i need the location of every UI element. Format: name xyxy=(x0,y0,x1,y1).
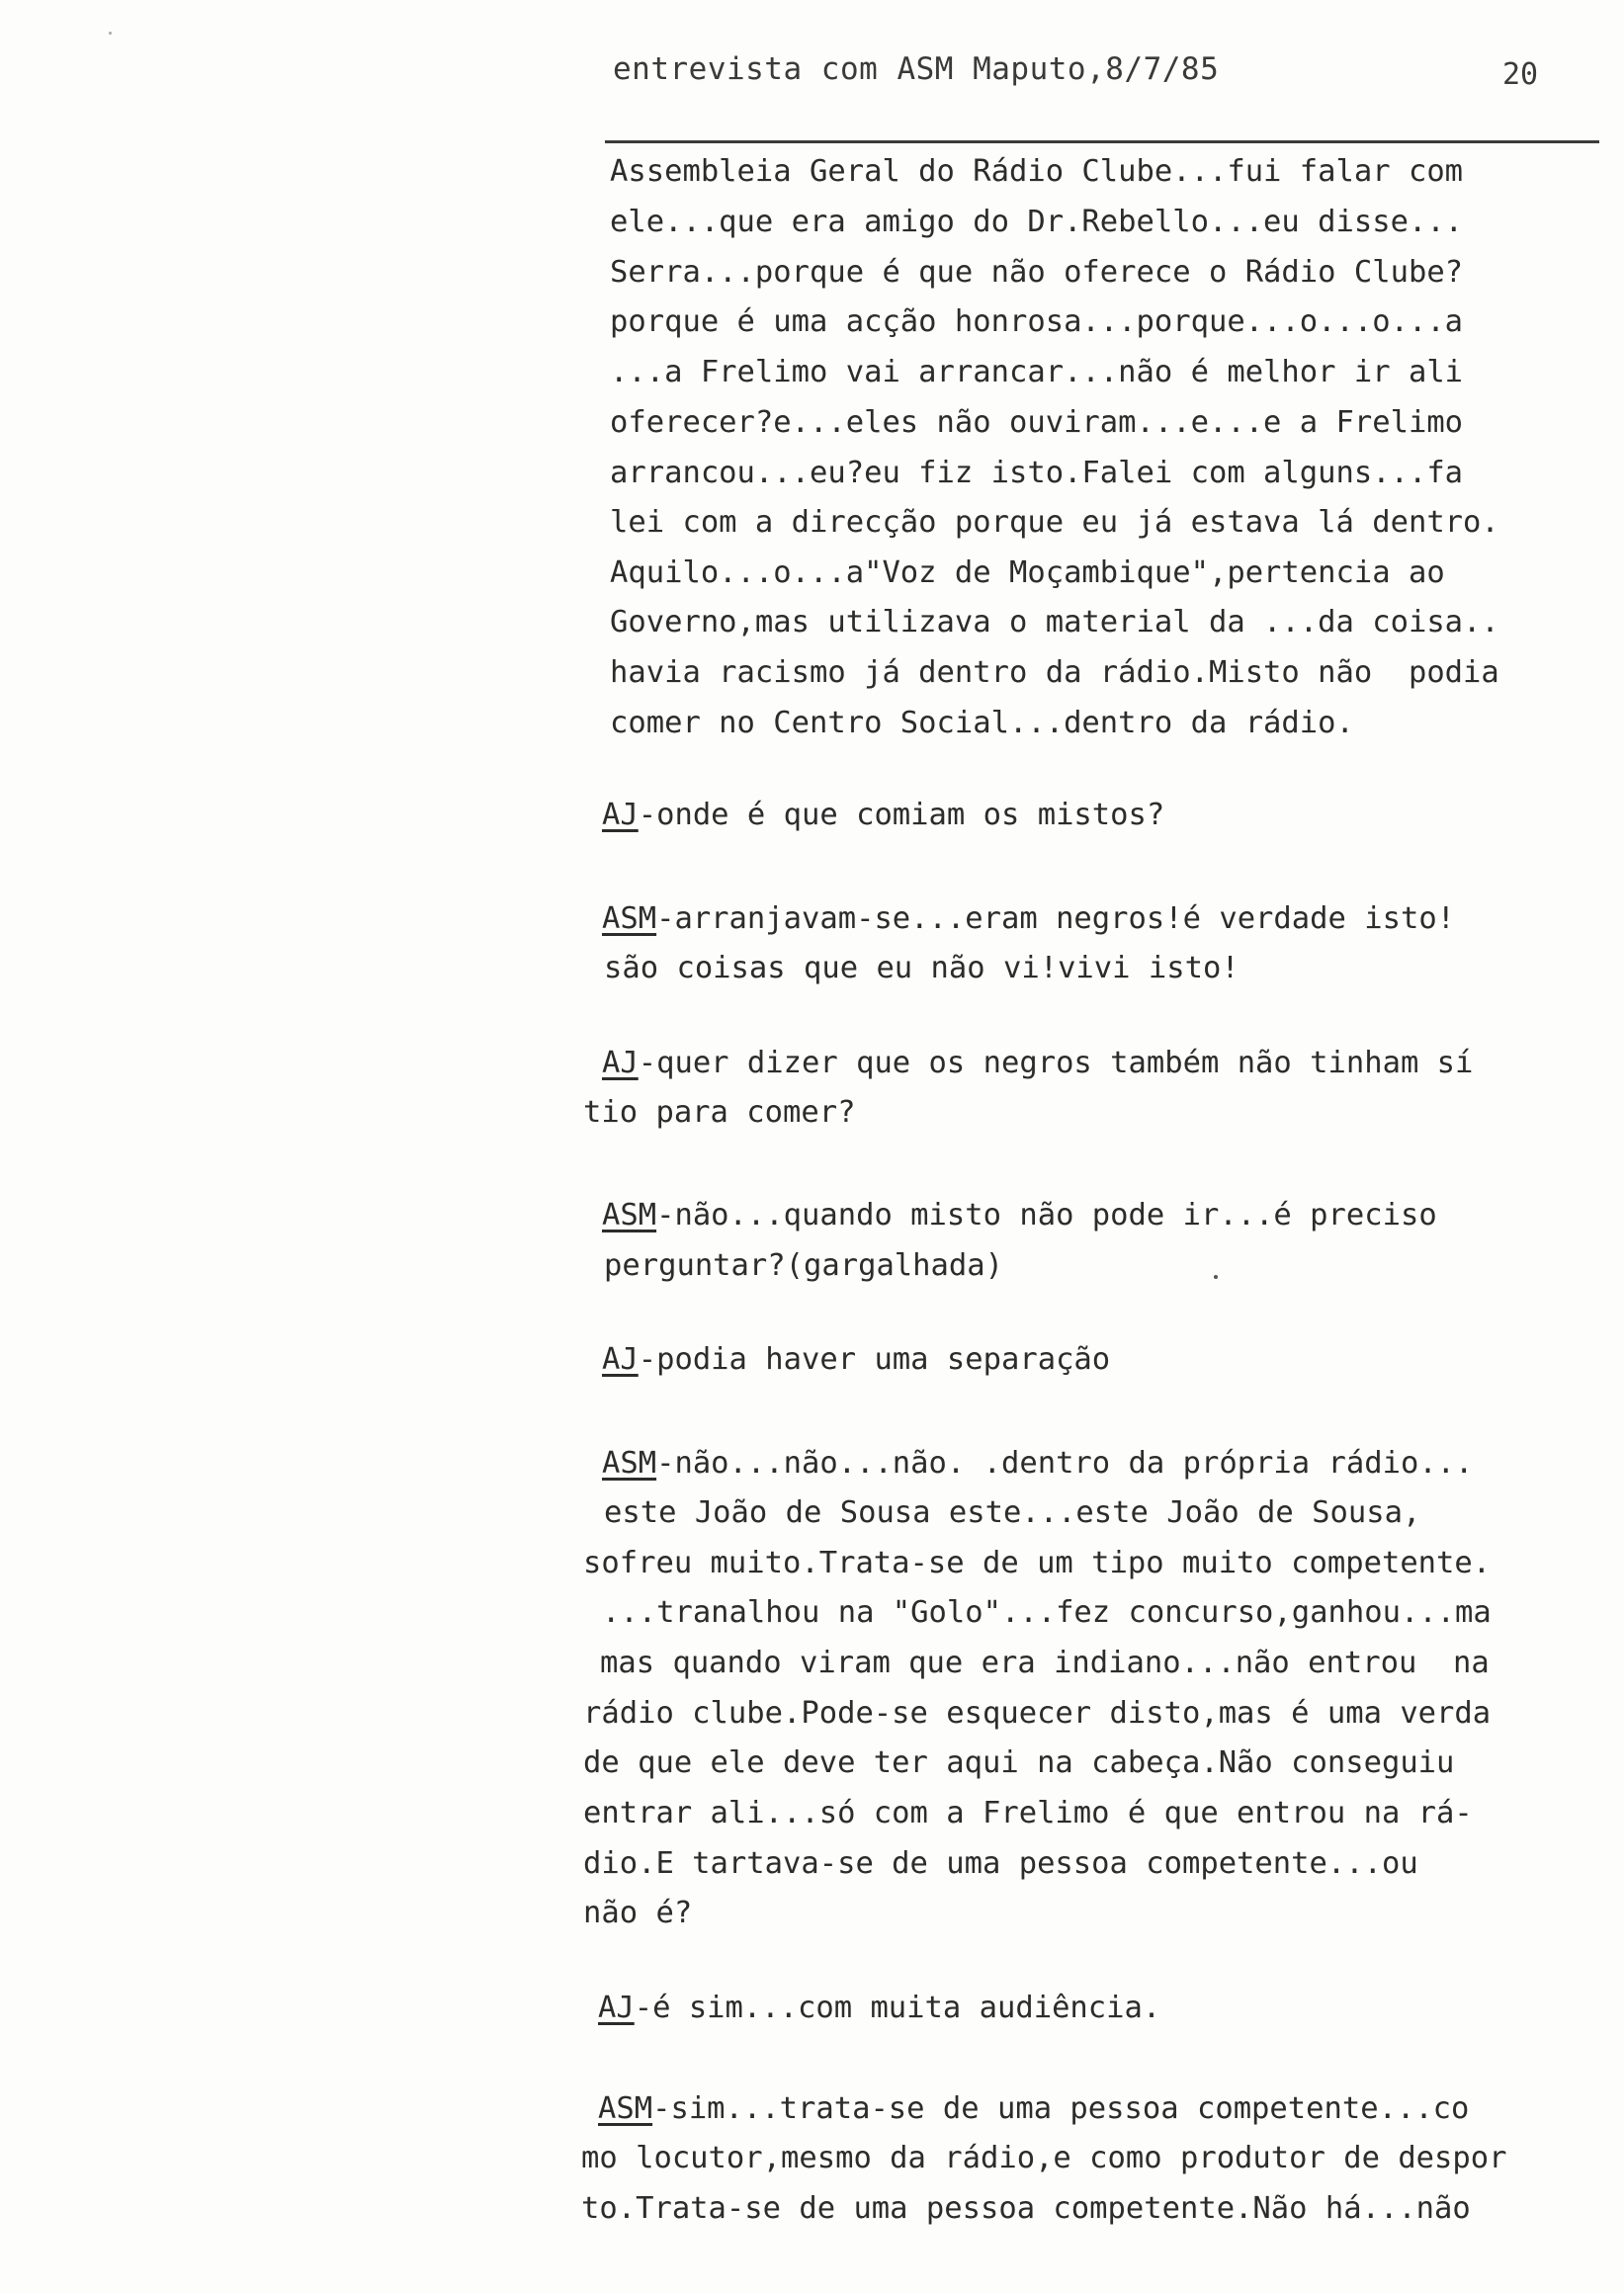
line-text: Aquilo...o...a"Voz de Moçambique",pertencia ao xyxy=(610,555,1445,590)
transcript-line xyxy=(583,1696,1491,1731)
line-text: mo locutor,mesmo da rádio,e como produtor de despor xyxy=(581,2141,1507,2175)
speaker-label: AJ xyxy=(598,1991,635,2025)
dialogue-line xyxy=(598,1991,1160,2025)
dialogue-line xyxy=(602,1198,1437,1232)
speaker-label: ASM xyxy=(602,901,657,936)
line-text: -é sim...com muita audiência. xyxy=(634,1991,1161,2025)
line-text: Assembleia Geral do Rádio Clube...fui falar com xyxy=(610,154,1464,189)
transcript-line xyxy=(610,154,1463,189)
line-text: ...a Frelimo vai arrancar...não é melhor ir ali xyxy=(610,355,1464,389)
transcript-line xyxy=(610,205,1463,239)
line-text: porque é uma acção honrosa...porque...o...o...a xyxy=(610,304,1464,339)
transcript-line xyxy=(583,1546,1491,1580)
ink-speck xyxy=(109,32,112,35)
line-text: ele...que era amigo do Dr.Rebello...eu disse... xyxy=(610,205,1464,239)
line-text: -podia haver uma separação xyxy=(638,1342,1111,1377)
line-text: -onde é que comiam os mistos? xyxy=(638,798,1165,832)
line-text: este João de Sousa este...este João de Sousa, xyxy=(604,1495,1421,1530)
line-text: arrancou...eu?eu fiz isto.Falei com alguns...fa xyxy=(610,456,1464,490)
line-text: -arranjavam-se...eram negros!é verdade isto! xyxy=(656,901,1456,936)
dialogue-line xyxy=(602,798,1164,832)
line-text: havia racismo já dentro da rádio.Misto não podia xyxy=(610,655,1499,690)
page-header-title: entrevista com ASM Maputo,8/7/85 xyxy=(613,51,1220,87)
transcript-line xyxy=(604,951,1239,985)
transcript-line xyxy=(610,255,1463,290)
page-number: 20 xyxy=(1502,57,1539,92)
line-text: rádio clube.Pode-se esquecer disto,mas é uma verda xyxy=(583,1696,1492,1731)
line-text: são coisas que eu não vi!vivi isto! xyxy=(604,951,1239,985)
line-text: -não...quando misto não pode ir...é preciso xyxy=(656,1198,1437,1232)
ink-speck xyxy=(1214,1275,1218,1279)
transcript-line xyxy=(581,2191,1471,2226)
transcript-line xyxy=(581,2141,1507,2175)
dialogue-line xyxy=(602,1446,1473,1481)
transcript-line xyxy=(610,655,1499,690)
line-text: tio para comer? xyxy=(583,1095,856,1130)
line-text: de que ele deve ter aqui na cabeça.Não conseguiu xyxy=(583,1745,1455,1780)
transcript-line xyxy=(583,1796,1473,1830)
line-text: Serra...porque é que não oferece o Rádio Clube? xyxy=(610,255,1464,290)
dialogue-line xyxy=(602,1046,1473,1080)
line-text: comer no Centro Social...dentro da rádio. xyxy=(610,706,1354,740)
transcript-line xyxy=(610,706,1354,740)
transcript-line xyxy=(604,1248,1003,1283)
line-text: mas quando viram que era indiano...não entrou na xyxy=(600,1646,1490,1680)
line-text: ...tranalhou na "Golo"...fez concurso,ganhou...ma xyxy=(602,1595,1492,1630)
line-text: dio.E tartava-se de uma pessoa competente...ou xyxy=(583,1846,1418,1881)
line-text: entrar ali...só com a Frelimo é que entrou na rá- xyxy=(583,1796,1473,1830)
line-text: sofreu muito.Trata-se de um tipo muito competente. xyxy=(583,1546,1492,1580)
line-text: Governo,mas utilizava o material da ...da coisa.. xyxy=(610,605,1499,639)
transcript-line xyxy=(583,1896,692,1930)
line-text: to.Trata-se de uma pessoa competente.Não há...não xyxy=(581,2191,1471,2226)
speaker-label: ASM xyxy=(602,1446,657,1481)
transcript-line xyxy=(610,605,1499,639)
speaker-label: AJ xyxy=(602,1342,639,1377)
dialogue-line xyxy=(602,1342,1110,1377)
transcript-line xyxy=(610,555,1445,590)
line-text: lei com a direcção porque eu já estava lá dentro. xyxy=(610,505,1499,540)
transcript-line xyxy=(610,505,1499,540)
speaker-label: ASM xyxy=(602,1198,657,1232)
header-rule xyxy=(605,140,1599,143)
transcript-line xyxy=(610,355,1463,389)
speaker-label: ASM xyxy=(598,2091,653,2126)
transcript-line xyxy=(600,1646,1490,1680)
dialogue-line xyxy=(598,2091,1469,2126)
dialogue-line xyxy=(602,901,1455,936)
transcript-line xyxy=(610,456,1463,490)
speaker-label: AJ xyxy=(602,1046,639,1080)
transcript-line xyxy=(583,1846,1418,1881)
line-text: -quer dizer que os negros também não tinham sí xyxy=(638,1046,1474,1080)
line-text: -não...não...não. .dentro da própria rádio... xyxy=(656,1446,1474,1481)
line-text: oferecer?e...eles não ouviram...e...e a Frelimo xyxy=(610,405,1464,440)
transcript-line xyxy=(604,1495,1420,1530)
speaker-label: AJ xyxy=(602,798,639,832)
line-text: -sim...trata-se de uma pessoa competente...co xyxy=(652,2091,1470,2126)
line-text: não é? xyxy=(583,1896,693,1930)
transcript-line xyxy=(602,1595,1492,1630)
transcript-line xyxy=(610,405,1463,440)
transcript-line xyxy=(610,304,1463,339)
transcript-line xyxy=(583,1745,1454,1780)
line-text: perguntar?(gargalhada) xyxy=(604,1248,1003,1283)
transcript-line xyxy=(583,1095,855,1130)
